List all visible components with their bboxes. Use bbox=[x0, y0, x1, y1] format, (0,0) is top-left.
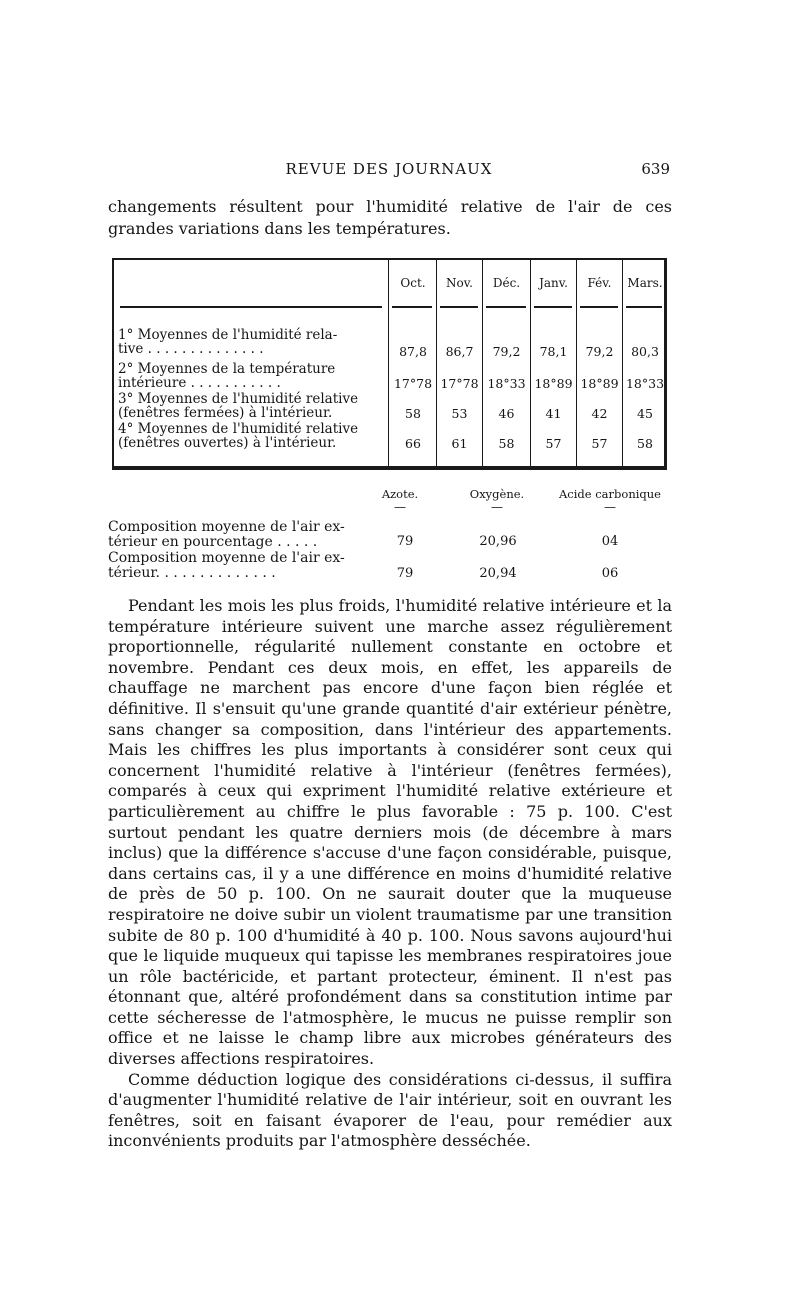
composition-label-line: térieur. . . . . . . . . . . . . . bbox=[108, 565, 276, 581]
composition-row-label bbox=[108, 520, 390, 550]
composition-dash: — bbox=[394, 500, 406, 514]
page-number: 639 bbox=[641, 160, 670, 178]
row-label-line: 1° Moyennes de l'humidité rela- bbox=[118, 327, 338, 343]
table-cell: 58 bbox=[498, 436, 515, 451]
table-cell: 87,8 bbox=[399, 344, 427, 359]
composition-dash: — bbox=[604, 500, 616, 514]
table-cell: 66 bbox=[405, 436, 421, 451]
row-label-line: 4° Moyennes de l'humidité relative bbox=[118, 421, 359, 437]
table-cell: 18°33 bbox=[625, 376, 665, 391]
table-cell: 78,1 bbox=[539, 344, 568, 359]
table-cell: 18°33 bbox=[487, 376, 526, 391]
composition-cell: 04 bbox=[601, 534, 619, 549]
table-cell: 57 bbox=[591, 436, 608, 451]
row-label-line: intérieure . . . . . . . . . . . bbox=[118, 375, 281, 391]
page-header bbox=[108, 160, 670, 182]
body-paragraph: Comme déduction logique des considérations ci-dessus, il suffira d'augmenter l'humidité relative de l'air intérieur, soit en ouvrant les fenêtres, soit en faisant évaporer de l'eau, pour remédier aux inconvénients produits par l'atmosphère desséchée. bbox=[108, 1069, 672, 1151]
row-label-humidity-closed bbox=[118, 392, 386, 420]
header-rule bbox=[580, 306, 618, 308]
table-cell: 80,3 bbox=[631, 344, 659, 359]
column-header-dec: Déc. bbox=[492, 276, 521, 290]
row-label-line: (fenêtres fermées) à l'intérieur. bbox=[118, 405, 333, 421]
composition-dash: — bbox=[491, 500, 503, 514]
header-rule bbox=[534, 306, 572, 308]
header-rule bbox=[440, 306, 478, 308]
header-rule bbox=[486, 306, 526, 308]
composition-header-oxygene: Oxygène. bbox=[469, 487, 525, 501]
table-cell: 18°89 bbox=[534, 376, 573, 391]
row-label-humidity-open bbox=[118, 422, 386, 450]
composition-header-azote: Azote. bbox=[381, 487, 419, 501]
header-rule bbox=[120, 306, 382, 308]
header-rule bbox=[626, 306, 662, 308]
table-cell: 86,7 bbox=[445, 344, 474, 359]
row-label-line: 2° Moyennes de la température bbox=[118, 361, 336, 377]
header-rule bbox=[392, 306, 432, 308]
table-cell: 61 bbox=[451, 436, 468, 451]
running-title: REVUE DES JOURNAUX bbox=[285, 160, 493, 178]
column-header-fev: Fév. bbox=[587, 276, 612, 290]
composition-label-line: Composition moyenne de l'air ex- bbox=[108, 519, 345, 535]
composition-header-acide: Acide carbonique bbox=[559, 487, 661, 501]
intro-paragraph: changements résultent pour l'humidité relative de l'air de ces grandes variations dans les températures. bbox=[108, 197, 672, 238]
table-cell: 41 bbox=[545, 406, 562, 421]
table-cell: 46 bbox=[498, 406, 515, 421]
row-label-humidity bbox=[118, 328, 386, 356]
row-label-line: (fenêtres ouvertes) à l'intérieur. bbox=[118, 435, 337, 451]
column-header-oct: Oct. bbox=[400, 276, 426, 290]
table-cell: 17°78 bbox=[393, 376, 433, 391]
column-header-mars: Mars. bbox=[627, 276, 663, 290]
composition-label-line: térieur en pourcentage . . . . . bbox=[108, 534, 318, 550]
column-header-nov: Nov. bbox=[446, 276, 473, 290]
composition-cell: 20,94 bbox=[479, 566, 517, 581]
composition-label-line: Composition moyenne de l'air ex- bbox=[108, 550, 345, 566]
table-cell: 79,2 bbox=[585, 344, 614, 359]
table-cell: 42 bbox=[591, 406, 608, 421]
table-cell: 57 bbox=[545, 436, 562, 451]
column-header-janv: Janv. bbox=[539, 276, 568, 290]
composition-cell: 20,96 bbox=[479, 534, 517, 549]
composition-cell: 79 bbox=[396, 534, 414, 549]
monthly-table bbox=[112, 258, 667, 470]
table-cell: 79,2 bbox=[492, 344, 521, 359]
column-divider bbox=[388, 260, 389, 466]
composition-cell: 79 bbox=[396, 566, 414, 581]
body-text bbox=[108, 596, 672, 1152]
table-cell: 58 bbox=[637, 436, 653, 451]
row-label-temperature bbox=[118, 362, 386, 390]
row-label-line: 3° Moyennes de l'humidité relative bbox=[118, 391, 359, 407]
table-cell: 45 bbox=[637, 406, 653, 421]
table-cell: 58 bbox=[405, 406, 421, 421]
table-cell: 18°89 bbox=[580, 376, 619, 391]
row-label-line: tive . . . . . . . . . . . . . . bbox=[118, 341, 264, 357]
table-cell: 17°78 bbox=[440, 376, 479, 391]
body-paragraph: Pendant les mois les plus froids, l'humidité relative intérieure et la température intérieure suivent une marche assez régulièrement proportionnelle, régularité nullement constante en octobre et novembre. Pendant ces deux mois, en effet, les appareils de chauffage ne marchent pas encore d'une façon bien réglée et définitive. Il s'ensuit qu'une grande quantité d'air extérieur pénètre, sans changer sa composition, dans l'intérieur des appartements. Mais les chiffres les plus importants à considérer sont ceux qui concernent l'humidité relative à l'intérieur (fenêtres fermées), comparés à ceux qui expriment l'humidité relative extérieure et particulièrement au chiffre le plus favorable : 75 p. 100. C'est surtout pendant les quatre derniers mois (de décembre à mars inclus) que la différence s'accuse d'une façon considérable, puisque, dans certains cas, il y a une différence en moins d'humidité relative de près de 50 p. 100. On ne saurait douter que la muqueuse respiratoire ne doive subir un violent traumatisme par une transition subite de 80 p. 100 d'humidité à 40 p. 100. Nous savons aujourd'hui que le liquide muqueux qui tapisse les membranes respiratoires joue un rôle bactéricide, et partant protecteur, éminent. Il n'est pas étonnant que, altéré profondément dans sa constitution intime par cette sécheresse de l'atmosphère, le mucus ne puisse remplir son office et ne laisse le champ libre aux microbes générateurs des diverses affections respiratoires. bbox=[108, 596, 672, 1069]
table-cell: 53 bbox=[451, 406, 468, 421]
composition-row-label bbox=[108, 551, 390, 581]
composition-cell: 06 bbox=[601, 566, 619, 581]
